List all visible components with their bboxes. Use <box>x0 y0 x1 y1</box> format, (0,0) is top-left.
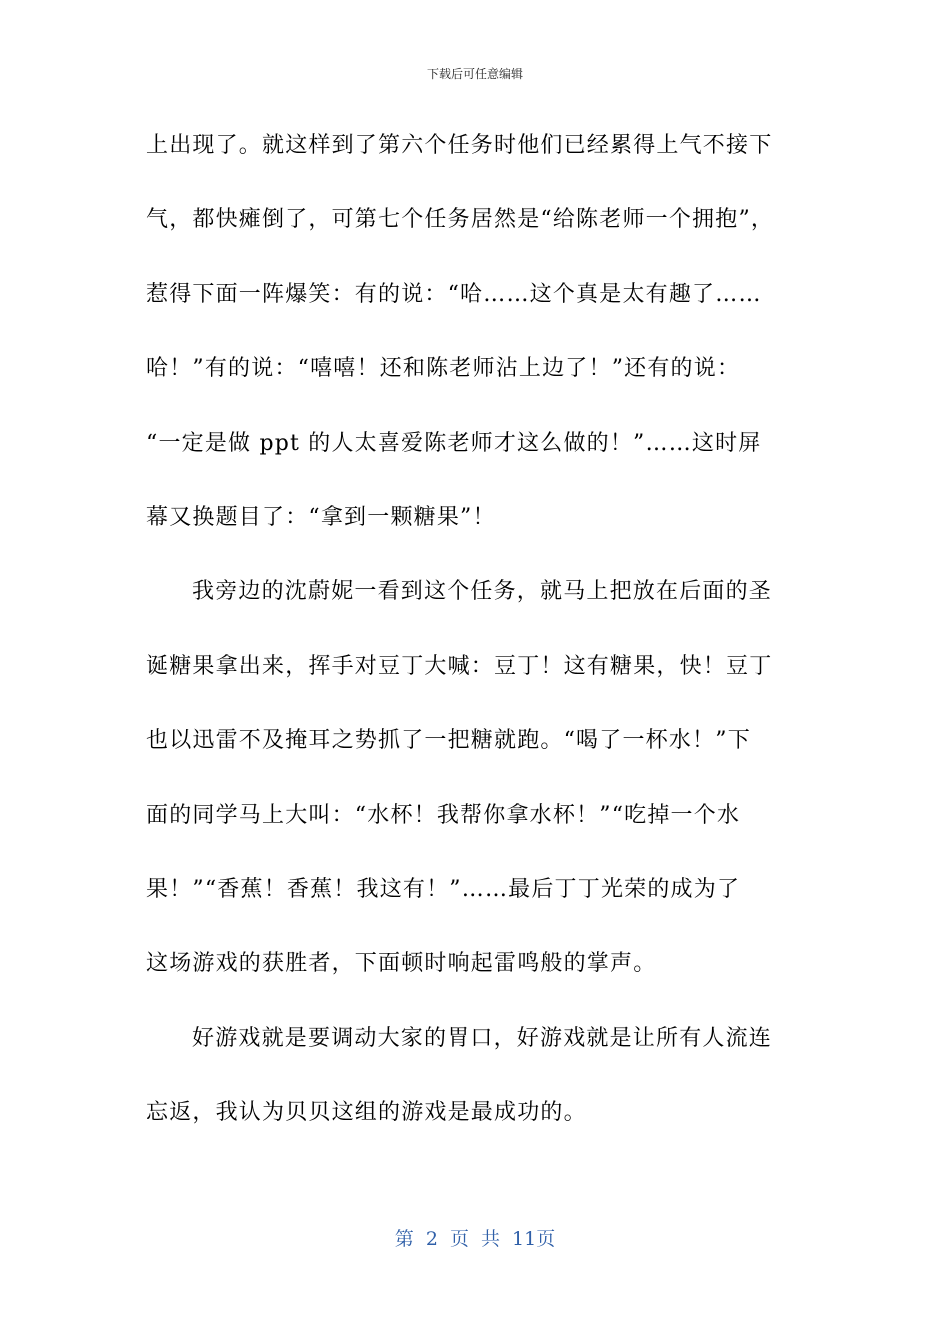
text-line: “一定是做 ppt 的人太喜爱陈老师才这么做的！”……这时屏 <box>146 430 762 456</box>
text-line: 果！”“香蕉！香蕉！我这有！”……最后丁丁光荣的成为了 <box>146 876 741 902</box>
text-line: 上出现了。就这样到了第六个任务时他们已经累得上气不接下 <box>146 133 773 158</box>
text-line: 幕又换题目了：“拿到一颗糖果”！ <box>146 504 496 530</box>
text-line: 惹得下面一阵爆笑：有的说：“哈……这个真是太有趣了…… <box>146 281 762 307</box>
text-line: 诞糖果拿出来，挥手对豆丁大喊：豆丁！这有糖果，快！豆丁 <box>146 653 773 679</box>
text-line: 这场游戏的获胜者，下面顿时响起雷鸣般的掌声。 <box>146 951 657 977</box>
text-line: 哈！”有的说：“嘻嘻！还和陈老师沾上边了！”还有的说： <box>146 356 741 382</box>
text-line: 也以迅雷不及掩耳之势抓了一把糖就跑。“喝了一杯水！”下 <box>146 728 751 754</box>
text-line: 忘返，我认为贝贝这组的游戏是最成功的。 <box>146 1100 587 1126</box>
page-header: 下载后可任意编辑 <box>426 67 523 81</box>
text-line: 面的同学马上大叫：“水杯！我帮你拿水杯！”“吃掉一个水 <box>146 802 741 828</box>
paragraph-start-line: 我旁边的沈蔚妮一看到这个任务，就马上把放在后面的圣 <box>192 579 773 605</box>
document-body <box>146 124 806 1165</box>
text-line: 气，都快瘫倒了，可第七个任务居然是“给陈老师一个拥抱”， <box>146 207 775 233</box>
page-footer: 第 2 页 共 11页 <box>394 1228 556 1250</box>
paragraph-start-line: 好游戏就是要调动大家的胃口，好游戏就是让所有人流连 <box>192 1025 773 1051</box>
